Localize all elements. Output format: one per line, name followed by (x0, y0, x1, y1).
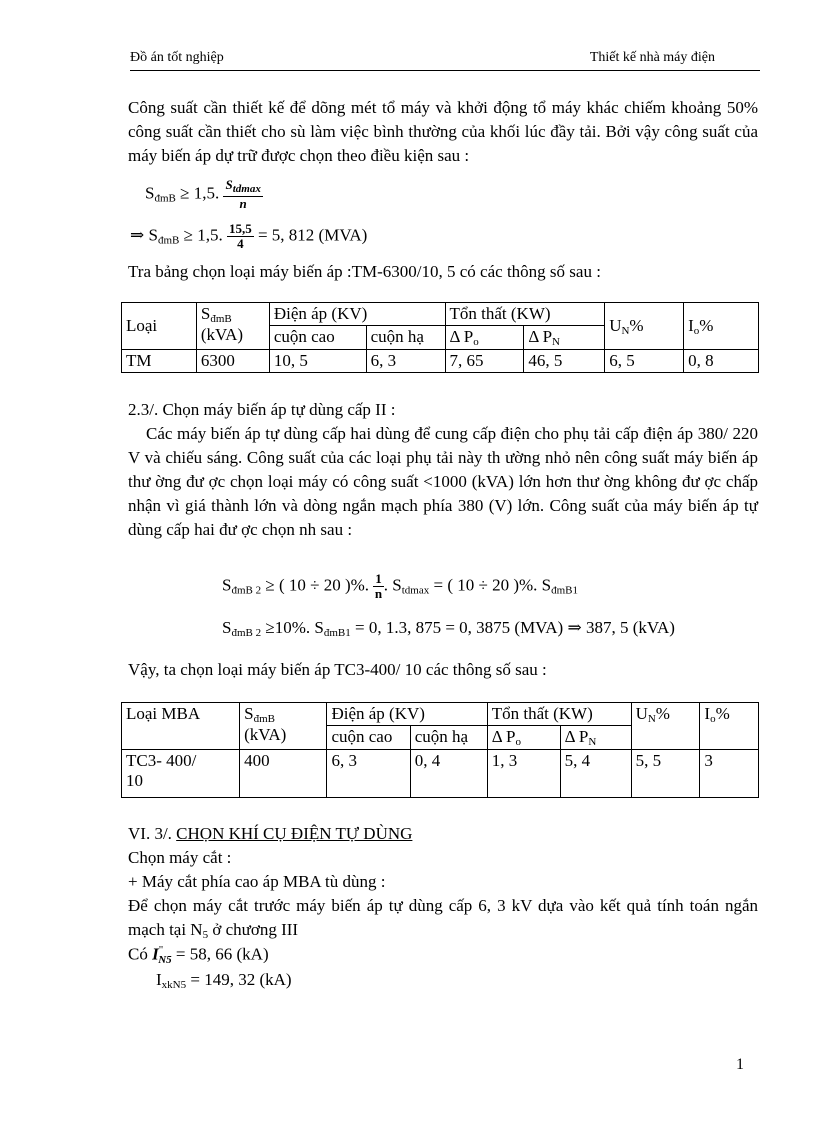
section-2-3-title: 2.3/. Chọn máy biến áp tự dùng cấp II : (128, 400, 396, 419)
section-vi-3-title: VI. 3/. CHỌN KHÍ CỤ ĐIỆN TỰ DÙNG (128, 824, 413, 843)
header-io: $I_o\%$ (700, 703, 759, 750)
header-p0: Δ $P_o$ (445, 326, 524, 350)
co-i-n5: Có $I^"_{N5} = 58$, 66 (kA) (128, 944, 269, 966)
header-cuon-cao: cuộn cao (269, 326, 366, 350)
header-s: $S_{đmB}$ (kVA) (240, 703, 327, 750)
table-row: TM 6300 10, 5 6, 3 7, 65 46, 5 6, 5 0, 8 (122, 350, 759, 373)
header-pn: Δ $P_N$ (560, 726, 631, 750)
ixk-n5: $I_{xkN5} = 149$, 32 (kA) (156, 970, 292, 991)
transformer-table-1 (121, 302, 759, 373)
fraction: $\frac{15,5}{4}$ (228, 221, 252, 251)
fraction: $\frac{S_{tdmax}}{n}$ (225, 177, 261, 211)
header-cuon-cao: cuộn cao (327, 726, 410, 750)
header-ton-that: Tổn thất (KW) (487, 703, 631, 726)
formula-3: $S_{đmB 2}$ ≥ ( 10 ÷ 20 )%. $\frac{1}{n}$ . $S_{tdmax}$ = ( 10 ÷ 20 )%. $S_{đmB1}$ (222, 571, 579, 601)
header-s: $S_{đmB}$ (kVA) (196, 303, 269, 350)
header-cuon-ha: cuộn hạ (410, 726, 487, 750)
header-ton-that: Tổn thất (KW) (445, 303, 605, 326)
page-number: 1 (736, 1056, 744, 1073)
header-right: Thiết kế nhà máy điện (589, 50, 715, 65)
chon-may-cat: Chọn máy cắt : (128, 848, 232, 867)
header-pn: Δ $P_N$ (524, 326, 605, 350)
fraction: $\frac{1}{n}$ (374, 571, 383, 601)
header-loai-mba: Loại MBA (122, 703, 240, 750)
formula-4: $S_{đmB 2} \ge 10\%$. $S_{đmB1} = 0$, 1.3, 875 = 0, 3875 (MVA) ⇒ 387, 5 (kVA) (222, 618, 675, 639)
paragraph-table1-intro: Tra bảng chọn loại máy biến áp :TM-6300/10, 5 có các thông số sau : (128, 262, 601, 281)
header-left: Đồ án tốt nghiệp (130, 50, 224, 65)
paragraph-section-2-3: Các máy biến áp tự dùng cấp hai dùng để cung cấp điện cho phụ tải cấp điện áp 380/ 220 V và chiếu sáng. Công suất của các loại phụ tải này th ường nhỏ nên công suất máy biến áp thư ờng đư ợc chọn loại máy có công suất <1000 (kVA) lớn hơn thư ờng không đư ợc chấp nhận vì giá thành lớn và dòng ngắn mạch phía 380 (V) lớn. Công suất của máy biến áp tự dùng cấp hai đư ợc chọn nh sau : (128, 424, 758, 539)
paragraph-intro: Công suất cần thiết kế để dõng mét tổ máy và khởi động tổ máy khác chiếm khoảng 50% công suất cần thiết cho sù làm việc bình thường của khối lúc đầy tải. Bởi vậy công suất của máy biến áp dự trữ được chọn theo điều kiện sau : (128, 98, 758, 165)
header-io: $I_o\%$ (684, 303, 759, 350)
page-header (130, 50, 760, 71)
header-dien-ap: Điện áp (KV) (269, 303, 445, 326)
header-un: $U_N\%$ (631, 703, 700, 750)
header-cuon-ha: cuộn hạ (366, 326, 445, 350)
paragraph-table2-intro: Vậy, ta chọn loại máy biến áp TC3-400/ 10 các thông số sau : (128, 660, 547, 679)
may-cat-cao-ap: + Máy cắt phía cao áp MBA tù dùng : (128, 872, 386, 891)
header-un: $U_N\%$ (605, 303, 684, 350)
formula-2: ⇒ $S_{đmB} \ge 1,5$. $\frac{15,5}{4}$ = 5, 812 (MVA) (130, 221, 368, 251)
formula-1: $S_{đmB} \ge 1,5$. $\frac{S_{tdmax}}{n}$ (145, 177, 261, 211)
header-loai: Loại (122, 303, 197, 350)
table-row: TC3- 400/ 10 400 6, 3 0, 4 1, 3 5, 4 5, 5 3 (122, 750, 759, 798)
header-dien-ap: Điện áp (KV) (327, 703, 487, 726)
transformer-table-2 (121, 702, 759, 798)
paragraph-may-cat: Để chọn máy cắt trước máy biến áp tự dùng cấp 6, 3 kV dựa vào kết quả tính toán ngắn mạch tại $N_5$ ở chương III (128, 896, 758, 941)
header-p0: Δ $P_o$ (487, 726, 560, 750)
